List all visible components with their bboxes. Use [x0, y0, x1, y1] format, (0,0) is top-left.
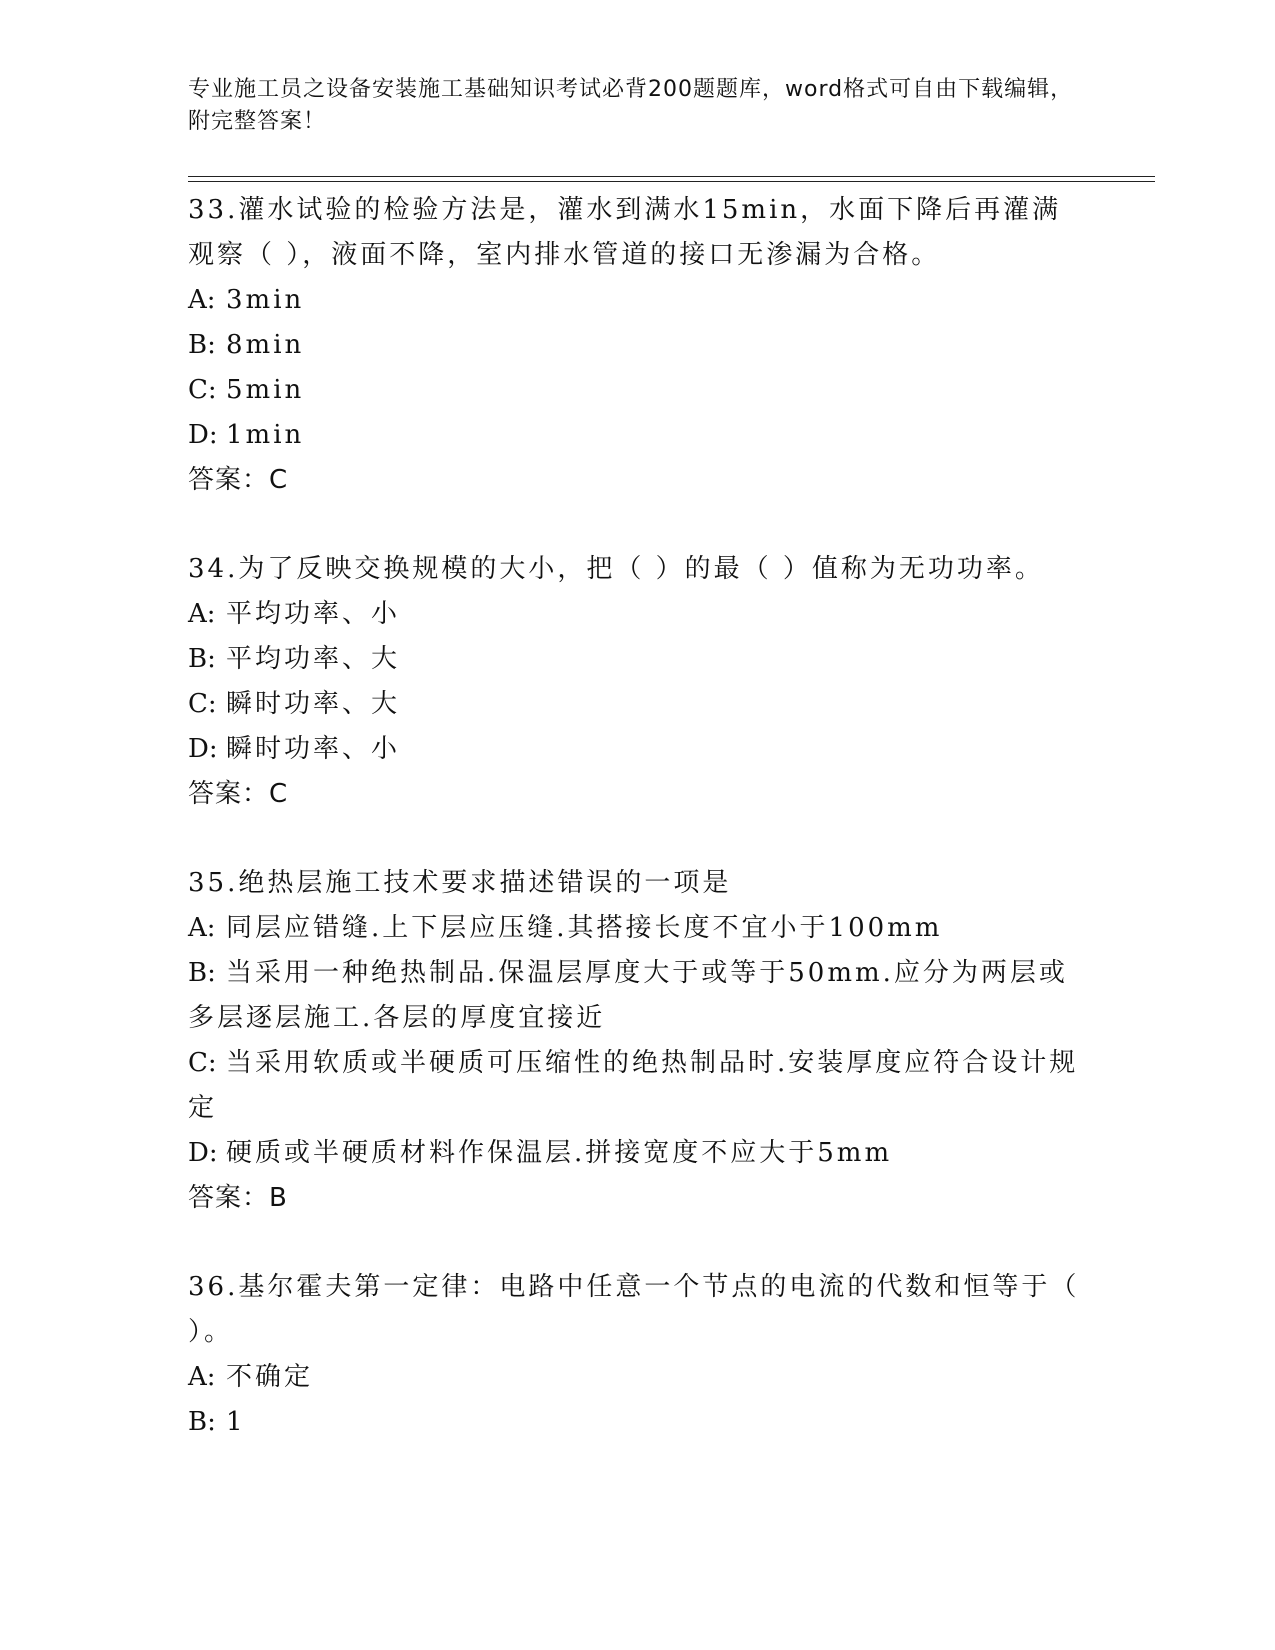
option-text: 5min: [226, 375, 305, 405]
option-letter: C:: [188, 689, 217, 719]
question-35: [188, 861, 1088, 1221]
option-a: [188, 906, 1088, 951]
option-letter: C:: [188, 375, 217, 405]
question-33: [188, 188, 1088, 503]
option-b: [188, 637, 1088, 682]
option-b: [188, 951, 1088, 1041]
answer-line: 答案：C: [188, 779, 289, 809]
option-text: 1: [226, 1407, 246, 1437]
option-letter: A:: [188, 913, 216, 943]
question-stem: 35.绝热层施工技术要求描述错误的一项是: [188, 868, 732, 898]
option-letter: A:: [188, 285, 216, 315]
option-letter: B:: [188, 1407, 216, 1437]
option-text: 硬质或半硬质材料作保温层.拼接宽度不应大于5mm: [226, 1138, 893, 1168]
question-stem: 33.灌水试验的检验方法是，灌水到满水15min，水面下降后再灌满观察（ ），液面不降，室内排水管道的接口无渗漏为合格。: [188, 195, 1062, 270]
option-text: 1min: [226, 420, 305, 450]
option-text: 瞬时功率、小: [226, 734, 401, 764]
option-letter: C:: [188, 1048, 217, 1078]
option-text: 同层应错缝.上下层应压缝.其搭接长度不宜小于100mm: [226, 913, 943, 943]
option-text: 8min: [226, 330, 305, 360]
option-d: [188, 1131, 1088, 1176]
option-text: 平均功率、小: [226, 599, 401, 629]
document-header: 专业施工员之设备安装施工基础知识考试必背200题题库，word格式可自由下载编辑，附完整答案！: [188, 77, 1074, 134]
option-text: 瞬时功率、大: [226, 689, 401, 719]
option-text: 平均功率、大: [226, 644, 401, 674]
option-letter: B:: [188, 958, 216, 988]
option-text: 当采用一种绝热制品.保温层厚度大于或等于50mm.应分为两层或多层逐层施工.各层的厚度宜接近: [188, 958, 1068, 1033]
option-text: 当采用软质或半硬质可压缩性的绝热制品时.安装厚度应符合设计规定: [188, 1048, 1079, 1123]
option-a: [188, 278, 1088, 323]
answer-line: 答案：B: [188, 1183, 288, 1213]
option-b: [188, 323, 1088, 368]
option-c: [188, 368, 1088, 413]
option-d: [188, 727, 1088, 772]
question-stem: 34.为了反映交换规模的大小，把（ ）的最（ ）值称为无功功率。: [188, 554, 1044, 584]
option-d: [188, 413, 1088, 458]
option-text: 不确定: [226, 1362, 314, 1392]
answer-line: 答案：C: [188, 465, 289, 495]
option-letter: A:: [188, 599, 216, 629]
header-divider-bottom: [188, 181, 1155, 182]
option-b: [188, 1400, 1088, 1445]
option-a: [188, 1355, 1088, 1400]
question-36: [188, 1265, 1088, 1445]
option-a: [188, 592, 1088, 637]
question-34: [188, 547, 1088, 817]
option-letter: A:: [188, 1362, 216, 1392]
option-text: 3min: [226, 285, 305, 315]
option-letter: D:: [188, 420, 218, 450]
question-list: [188, 188, 1088, 1489]
option-c: [188, 1041, 1088, 1131]
option-letter: B:: [188, 644, 216, 674]
option-letter: D:: [188, 734, 218, 764]
option-letter: D:: [188, 1138, 218, 1168]
option-c: [188, 682, 1088, 727]
header-divider-top: [188, 176, 1155, 177]
question-stem: 36.基尔霍夫第一定律：电路中任意一个节点的电流的代数和恒等于（ ）。: [188, 1272, 1080, 1347]
option-letter: B:: [188, 330, 216, 360]
